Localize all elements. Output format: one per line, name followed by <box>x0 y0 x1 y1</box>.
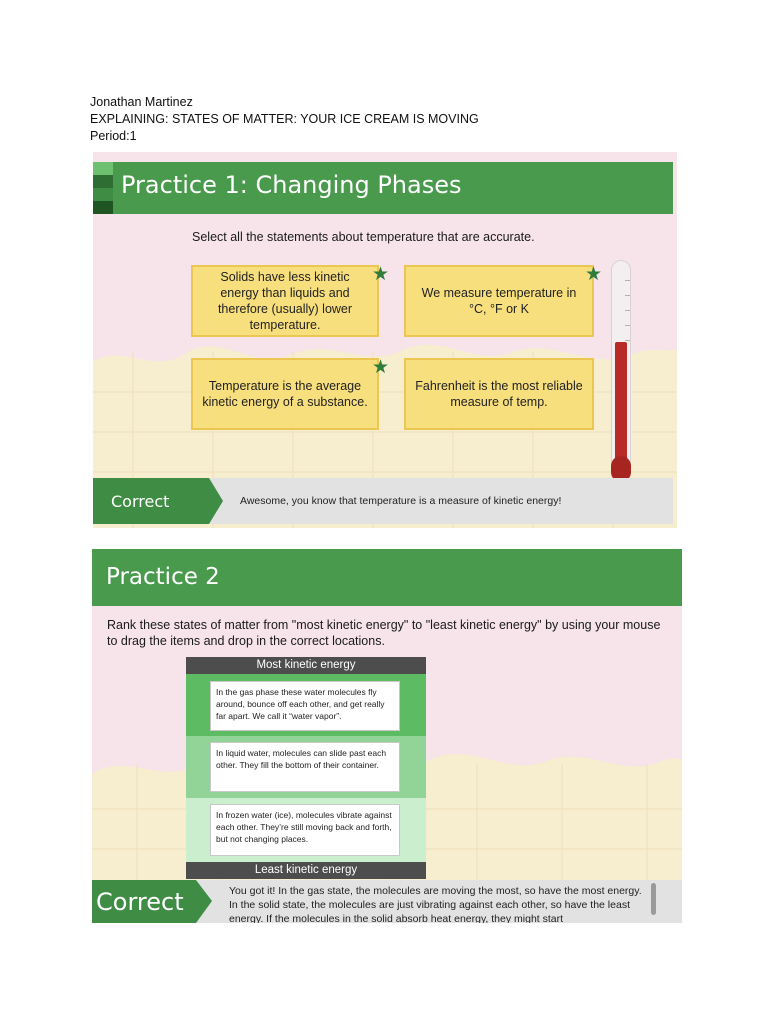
practice2-feedback-bar <box>92 880 682 923</box>
thermometer-graphic <box>605 260 637 482</box>
rank-item-solid[interactable]: In frozen water (ice), molecules vibrate against each other. They’re still moving back and forth, but not changing places. <box>210 804 400 856</box>
practice2-screenshot <box>92 549 682 923</box>
thermometer-tick <box>625 340 630 341</box>
rank-item-gas[interactable]: In the gas phase these water molecules fly around, bounce off each other, and get really far apart. We call it “water vapor”. <box>210 681 400 731</box>
thermometer-tick <box>625 295 630 296</box>
feedback-message: You got it! In the gas state, the molecules are moving the most, so have the most energy. In the solid state, the molecules are just vibrating against each other, so have the least energy. If the molecules in the solid absorb heat energy, they might start <box>229 885 642 923</box>
feedback-arrow-icon <box>196 880 212 923</box>
practice1-title: Practice 1: Changing Phases <box>121 171 462 199</box>
ranking-drop-zone <box>186 657 426 879</box>
document-header <box>90 94 479 145</box>
choice-text: Fahrenheit is the most reliable measure of temp. <box>415 379 583 409</box>
title-stripes-decoration <box>93 162 113 214</box>
practice2-title: Practice 2 <box>106 564 220 590</box>
feedback-scrollbar[interactable] <box>651 883 656 915</box>
rank-item-liquid[interactable]: In liquid water, molecules can slide past each other. They fill the bottom of their container. <box>210 742 400 792</box>
choice-card-fahrenheit[interactable] <box>404 358 594 430</box>
choice-text: Temperature is the average kinetic energy of a substance. <box>202 379 368 409</box>
star-icon: ★ <box>372 357 390 378</box>
practice1-instruction: Select all the statements about temperature that are accurate. <box>192 230 535 244</box>
class-period: Period:1 <box>90 129 137 143</box>
practice2-title-bar <box>92 549 682 606</box>
rank-slot-1[interactable] <box>186 674 426 736</box>
feedback-arrow-icon <box>209 478 223 524</box>
thermometer-tick <box>625 325 630 326</box>
practice2-instruction: Rank these states of matter from "most kinetic energy" to "least kinetic energy" by using your mouse to drag the items and drop in the correct locations. <box>107 618 661 648</box>
student-name: Jonathan Martinez <box>90 95 193 109</box>
star-icon: ★ <box>585 264 603 285</box>
choice-card-solids[interactable] <box>191 265 379 337</box>
feedback-result-label: Correct <box>92 880 196 923</box>
practice1-screenshot <box>93 152 677 528</box>
choice-card-units[interactable] <box>404 265 594 337</box>
rank-slot-2[interactable] <box>186 736 426 798</box>
choice-text: We measure temperature in °C, °F or K <box>421 286 577 316</box>
star-icon: ★ <box>372 264 390 285</box>
rank-slot-3[interactable] <box>186 798 426 862</box>
practice1-title-bar <box>93 162 673 214</box>
feedback-result-label: Correct <box>93 478 209 524</box>
thermometer-liquid <box>615 342 627 469</box>
feedback-message: Awesome, you know that temperature is a measure of kinetic energy! <box>240 495 562 507</box>
rank-bottom-label: Least kinetic energy <box>186 862 426 879</box>
choice-text: Solids have less kinetic energy than liquids and therefore (usually) lower temperature. <box>217 270 353 332</box>
assignment-title: EXPLAINING: STATES OF MATTER: YOUR ICE CREAM IS MOVING <box>90 112 479 126</box>
rank-top-label: Most kinetic energy <box>186 657 426 674</box>
practice1-feedback-bar <box>93 478 673 524</box>
thermometer-tick <box>625 280 630 281</box>
choice-card-temperature-definition[interactable] <box>191 358 379 430</box>
thermometer-tick <box>625 310 630 311</box>
